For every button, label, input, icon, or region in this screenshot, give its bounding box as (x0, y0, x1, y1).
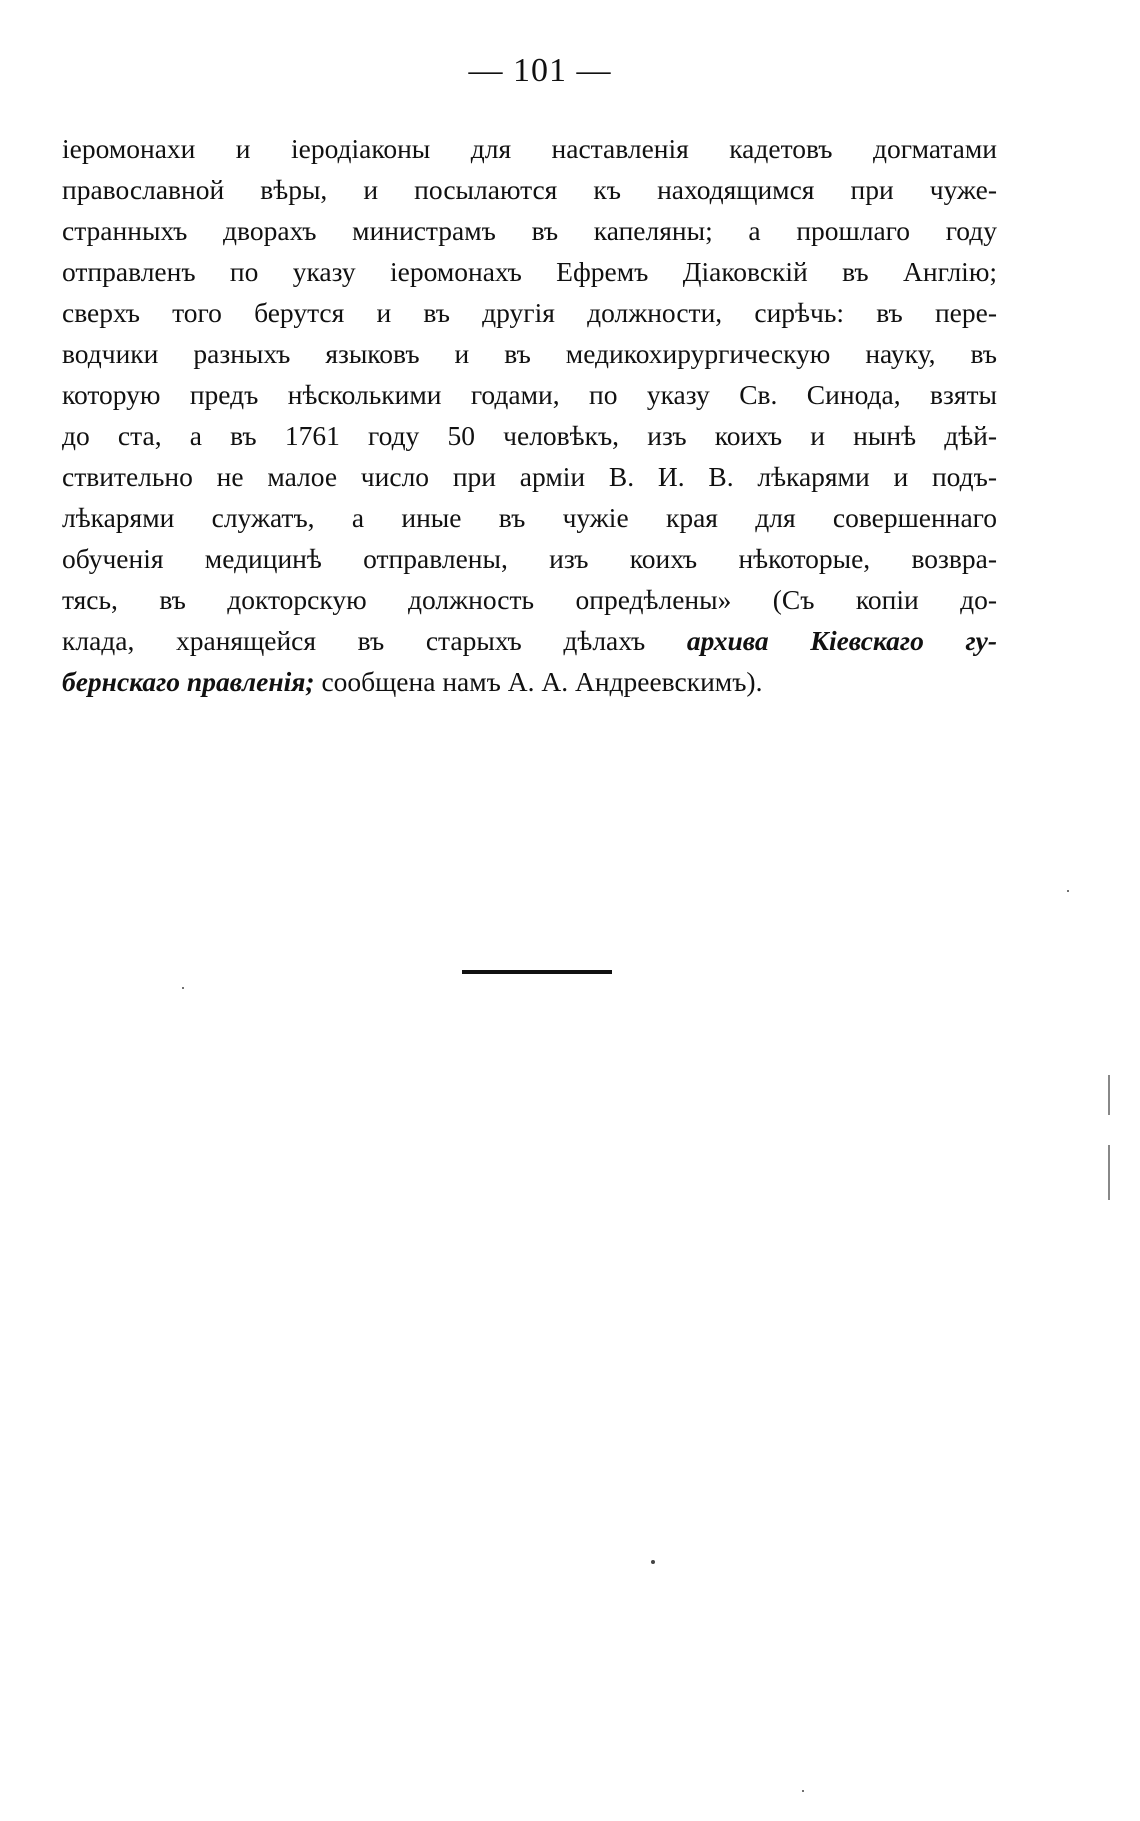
scan-edge-mark (1108, 1145, 1110, 1200)
text-line (62, 661, 997, 702)
body-text (62, 128, 997, 702)
text-segment: сообщена намъ А. А. Андреевскимъ). (314, 666, 763, 697)
text-segment: клада, хранящейся въ старыхъ дѣлахъ (62, 625, 687, 656)
section-divider (462, 970, 612, 974)
italic-reference: архива Кіевскаго гу- (686, 625, 997, 656)
text-line: обученія медицинѣ отправлены, изъ коихъ нѣкоторые, возвра- (62, 543, 997, 574)
text-line (62, 620, 997, 661)
text-line: лѣкарями служатъ, а иные въ чужіе края для совершеннаго (62, 502, 997, 533)
scan-speck (802, 1790, 804, 1792)
text-line: водчики разныхъ языковъ и въ медикохирургическую науку, въ (62, 338, 997, 369)
text-line: тясь, въ докторскую должность опредѣлены» (Съ копіи до- (62, 584, 997, 615)
text-line: ствительно не малое число при арміи В. И. В. лѣкарями и подъ- (62, 461, 997, 492)
scan-speck (1067, 890, 1069, 892)
text-line: до ста, а въ 1761 году 50 человѣкъ, изъ коихъ и нынѣ дѣй- (62, 420, 997, 451)
italic-reference: бернскаго правленія; (62, 666, 315, 697)
text-line: православной вѣры, и посылаются къ находящимся при чуже- (62, 174, 997, 205)
scan-speck (182, 987, 184, 989)
scan-edge-mark (1108, 1075, 1110, 1115)
text-line: сверхъ того берутся и въ другія должности, сирѣчь: въ пере- (62, 297, 997, 328)
text-line: странныхъ дворахъ министрамъ въ капеляны; а прошлаго году (62, 215, 997, 246)
text-line: отправленъ по указу іеромонахъ Ефремъ Діаковскій въ Англію; (62, 256, 997, 287)
page-number: — 101 — (468, 52, 612, 89)
text-line: которую предъ нѣсколькими годами, по указу Св. Синода, взяты (62, 379, 997, 410)
text-line: іеромонахи и іеродіаконы для наставленія кадетовъ догматами (62, 133, 997, 164)
scan-speck (651, 1560, 655, 1564)
